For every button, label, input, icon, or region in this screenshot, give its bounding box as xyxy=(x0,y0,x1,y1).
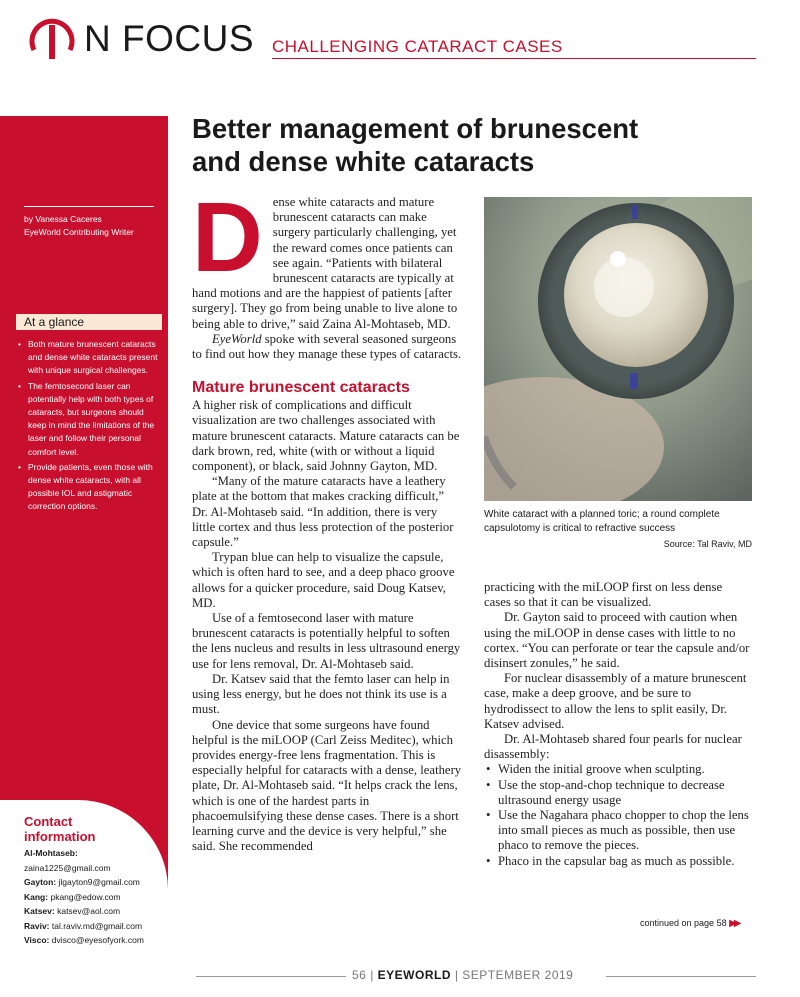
article-headline xyxy=(192,112,752,178)
footer-rule-right xyxy=(606,976,756,977)
contact-email[interactable]: tal.raviv.md@gmail.com xyxy=(51,920,143,931)
sidebar xyxy=(0,116,168,962)
byline xyxy=(24,206,154,239)
paragraph: One device that some surgeons have found helpful is the miLOOP (Carl Zeiss Meditec), which provides energy-free lens fragmentation. This is especially helpful for cataracts with a dense, leathery plate, Dr. Al-Mohtaseb said. “It helps crack the lens, which is one of the hardest parts in phacoemulsifying these dense cases. There is a short learning curve and the device is very helpful,” she said. She recommended xyxy=(192,717,462,854)
byline-role: EyeWorld Contributing Writer xyxy=(24,227,134,237)
contact-email[interactable]: katsev@aol.com xyxy=(57,906,121,916)
pearl-item: • Use the Nagahara phaco chopper to chop the lens into small pieces as much as possible, then use phaco to remove the pieces. xyxy=(484,808,752,854)
body-column-1 xyxy=(192,182,462,854)
continued-text: continued on page 58 xyxy=(640,918,727,928)
contact-entry xyxy=(24,933,164,948)
contact-email[interactable]: pkang@edow.com xyxy=(50,891,121,902)
pearl-item: • Widen the initial groove when sculpting. xyxy=(484,762,752,777)
contact-entry xyxy=(24,875,164,890)
contact-title-line1: Contact xyxy=(24,814,73,829)
contact-name: Kang: xyxy=(24,891,49,902)
contact-name: Raviv: xyxy=(24,920,50,931)
footer-issue: SEPTEMBER 2019 xyxy=(462,968,574,982)
paragraph: Dr. Al-Mohtaseb shared four pearls for nuclear disassembly: xyxy=(484,732,742,762)
footer-brand: EYEWORLD xyxy=(377,968,451,982)
contact-name: Al-Mohtaseb: xyxy=(24,848,78,858)
section-heading: Mature brunescent cataracts xyxy=(192,379,410,397)
byline-author: by Vanessa Caceres xyxy=(24,214,102,224)
in-focus-logo-icon xyxy=(26,12,78,64)
header-rule xyxy=(272,58,756,59)
contact-title xyxy=(24,814,164,844)
glance-list xyxy=(16,338,160,516)
glance-title: At a glance xyxy=(16,314,162,330)
contact-list xyxy=(24,846,164,948)
pearl-item: • Phaco in the capsular bag as much as possible. xyxy=(484,854,752,869)
section-title: N FOCUS xyxy=(84,18,254,59)
paragraph: A higher risk of complications and difficult visualization are two challenges associated with mature brunescent cataracts. Mature cataracts can be dark brown, red, white (with or without a liquid component), or black, said Johnny Gayton, MD. xyxy=(192,398,460,474)
section-subtitle: CHALLENGING CATARACT CASES xyxy=(272,37,563,56)
glance-item: • Provide patients, even those with dense white cataracts, with all possible IOL and astigmatic correction options. xyxy=(16,461,160,514)
pearls-list xyxy=(484,762,752,868)
paragraph: “Many of the mature cataracts have a leathery plate at the bottom that makes cracking difficult,” Dr. Al-Mohtaseb said. “In addition, there is very little cortex and thus less protection of the posterior capsule.” xyxy=(192,474,454,550)
intro-text: ense white cataracts and mature brunescent cataracts can make surgery particularly challenging, yet the reward comes once patients can see again. “Patients with bilateral brunescent cataracts are typically at hand motions and are the happiest of patients [after surgery]. They go from being unable to live alone to being able to drive,” said Zaina Al-Mohtaseb, MD. xyxy=(192,195,458,331)
eye-illustration-icon xyxy=(484,197,752,501)
page-header xyxy=(26,10,756,62)
page-footer xyxy=(196,966,756,986)
contact-entry xyxy=(24,846,164,861)
contact-email[interactable]: jlgayton9@gmail.com xyxy=(58,877,140,887)
footer-rule-left xyxy=(196,976,346,977)
pearl-item: • Use the stop-and-chop technique to decrease ultrasound energy usage xyxy=(484,778,752,808)
continued-link[interactable] xyxy=(640,918,738,929)
footer-text: 56 | EYEWORLD | SEPTEMBER 2019 xyxy=(352,968,574,982)
contact-email[interactable]: dvisco@eyesofyork.com xyxy=(51,935,144,945)
contact-title-line2: information xyxy=(24,829,96,844)
paragraph: Dr. Katsev said that the femto laser can help in using less energy, but he does not think its use is a must. xyxy=(192,671,450,717)
intro-paragraph xyxy=(192,182,462,332)
contact-entry xyxy=(24,890,164,905)
contact-panel xyxy=(0,800,168,997)
headline-line1: Better management of brunescent xyxy=(192,113,639,144)
paragraph: For nuclear disassembly of a mature brunescent case, make a deep groove, and be sure to hydrodissect to allow the lens to split easily, Dr. Katsev advised. xyxy=(484,671,747,731)
photo-caption xyxy=(484,508,752,551)
paragraph xyxy=(192,332,462,362)
contact-name: Gayton: xyxy=(24,877,57,887)
headline-line2: and dense white cataracts xyxy=(192,146,535,177)
cataract-photo xyxy=(484,197,752,501)
glance-item: • The femtosecond laser can potentially help with both types of cataracts, but surgeons should keep in mind the limitations of the laser and follow their personal comfort level. xyxy=(16,380,160,459)
glance-item: • Both mature brunescent cataracts and dense white cataracts present with unique surgical challenges. xyxy=(16,338,160,378)
page-number: 56 xyxy=(352,968,367,982)
paragraph: Dr. Gayton said to proceed with caution when using the miLOOP in dense cases with little to no cortex. “You can perforate or tear the capsule and/or disinsert zonules,” he said. xyxy=(484,610,750,671)
contact-entry xyxy=(24,919,164,934)
contact-email[interactable]: zaina1225@gmail.com xyxy=(24,862,111,873)
contact-name: Visco: xyxy=(24,935,50,945)
caption-source: Source: Tal Raviv, MD xyxy=(663,539,752,549)
contact-name: Katsev: xyxy=(24,906,55,916)
drop-cap: D xyxy=(192,182,263,292)
caption-text: White cataract with a planned toric; a round complete capsulotomy is critical to refractive success xyxy=(484,509,720,534)
paragraph: Trypan blue can help to visualize the capsule, which is often hard to see, and a deep phaco groove allows for a quicker procedure, said Doug Katsev, MD. xyxy=(192,550,455,610)
body-column-2 xyxy=(484,580,752,869)
publication-name: EyeWorld xyxy=(212,331,262,346)
contact-entry xyxy=(24,904,164,919)
paragraph: Use of a femtosecond laser with mature brunescent cataracts is potentially helpful to soften the lens nucleus and results in less ultrasound energy use for lens removal, Dr. Al-Mohtaseb said. xyxy=(192,611,461,671)
paragraph-text: spoke with several seasoned surgeons to find out how they manage these types of cataracts. xyxy=(192,331,462,362)
double-arrow-icon: ▶▶ xyxy=(729,918,739,929)
paragraph: practicing with the miLOOP first on less dense cases so that it can be visualized. xyxy=(484,580,723,610)
